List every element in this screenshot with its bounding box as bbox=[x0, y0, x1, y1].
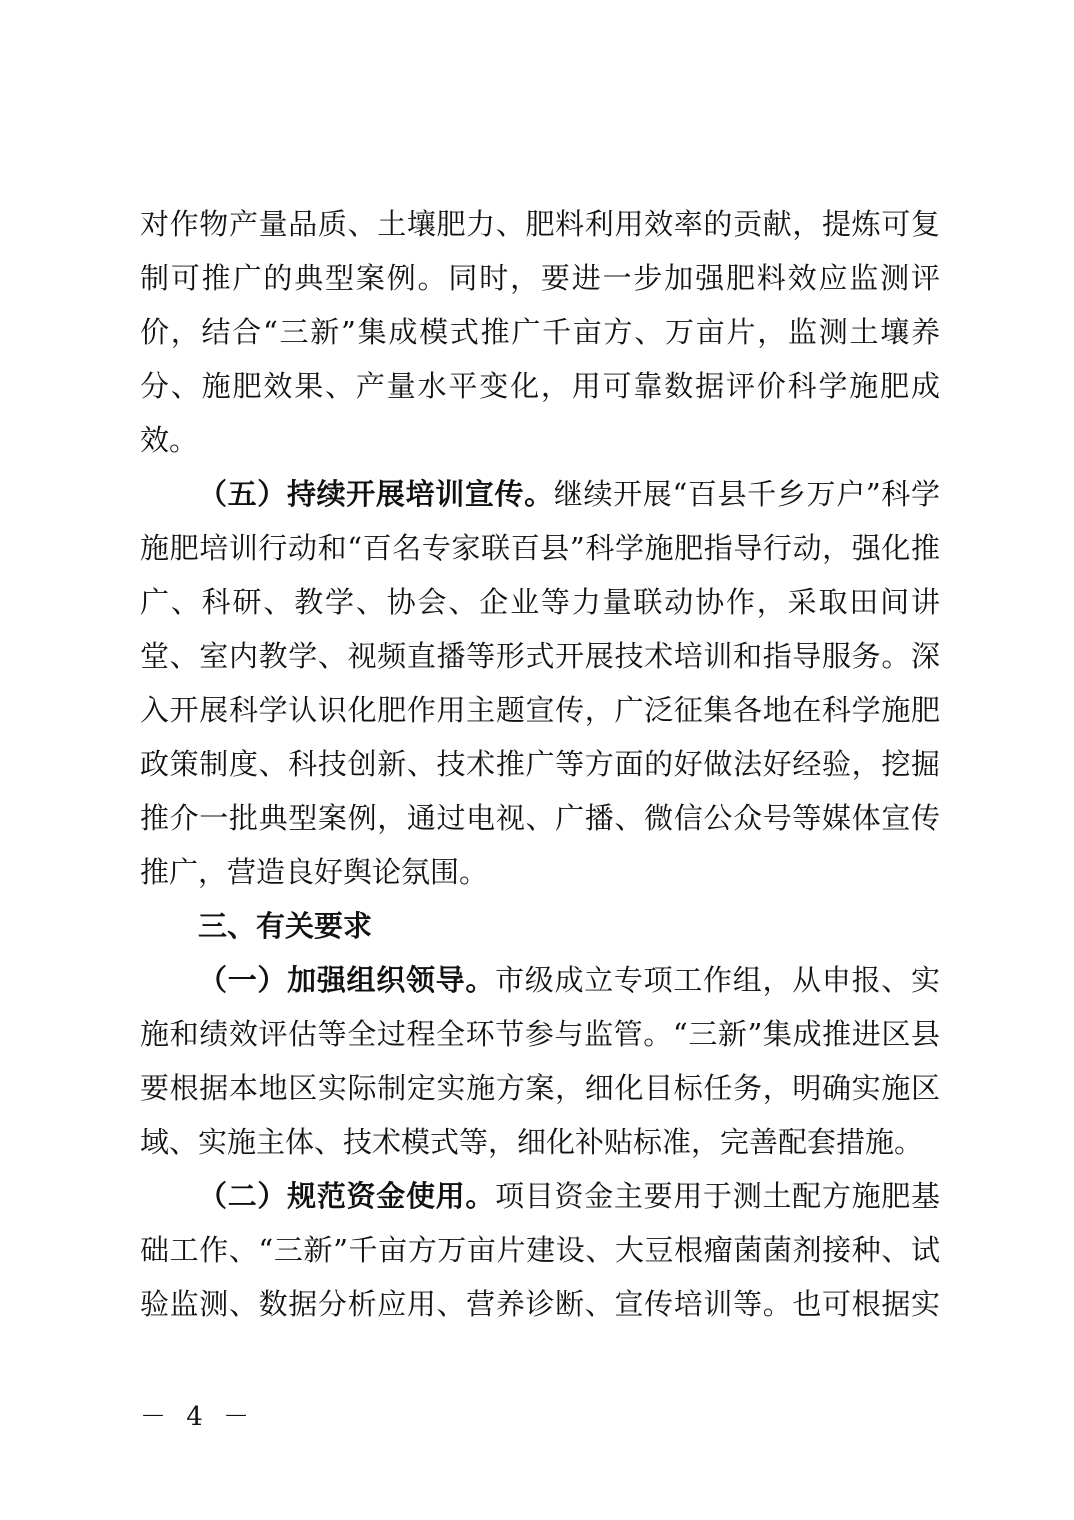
body-line: 域、实施主体、技术模式等，细化补贴标准，完善配套措施。 bbox=[140, 1125, 924, 1159]
body-line: 广、科研、教学、协会、企业等力量联动协作，采取田间讲 bbox=[140, 585, 940, 619]
subsection-one-line: （一）加强组织领导。市级成立专项工作组，从申报、实 bbox=[198, 963, 940, 997]
body-line: 政策制度、科技创新、技术推广等方面的好做法好经验，挖掘 bbox=[140, 747, 940, 781]
body-line: 要根据本地区实际制定实施方案，细化目标任务，明确实施区 bbox=[140, 1071, 940, 1105]
body-line: 效。 bbox=[140, 423, 199, 457]
subsection-two-title: （二）规范资金使用。 bbox=[198, 1179, 496, 1213]
body-line: 础工作、“三新”千亩方万亩片建设、大豆根瘤菌菌剂接种、试 bbox=[140, 1233, 940, 1267]
subsection-two-line: （二）规范资金使用。项目资金主要用于测土配方施肥基 bbox=[198, 1179, 940, 1213]
body-line: 堂、室内教学、视频直播等形式开展技术培训和指导服务。深 bbox=[140, 639, 940, 673]
section-five-title: （五）持续开展培训宣传。 bbox=[198, 477, 554, 511]
section-three-heading: 三、有关要求 bbox=[198, 909, 373, 943]
body-line: 推广，营造良好舆论氛围。 bbox=[140, 855, 489, 889]
page-number: － 4 － bbox=[140, 1402, 256, 1432]
document-body bbox=[140, 197, 940, 1331]
body-line: 验监测、数据分析应用、营养诊断、宣传培训等。也可根据实 bbox=[140, 1287, 940, 1321]
body-line: 施肥培训行动和“百名专家联百县”科学施肥指导行动，强化推 bbox=[140, 531, 940, 565]
subsection-one-title: （一）加强组织领导。 bbox=[198, 963, 496, 997]
section-three-heading-line bbox=[140, 899, 940, 953]
body-line: 施和绩效评估等全过程全环节参与监管。“三新”集成推进区县 bbox=[140, 1017, 940, 1051]
body-line: 对作物产量品质、土壤肥力、肥料利用效率的贡献，提炼可复 bbox=[140, 207, 940, 241]
body-line: 价，结合“三新”集成模式推广千亩方、万亩片，监测土壤养 bbox=[140, 315, 940, 349]
body-line: 推介一批典型案例，通过电视、广播、微信公众号等媒体宣传 bbox=[140, 801, 940, 835]
body-line: 制可推广的典型案例。同时，要进一步加强肥料效应监测评 bbox=[140, 261, 940, 295]
body-line: 分、施肥效果、产量水平变化，用可靠数据评价科学施肥成 bbox=[140, 369, 940, 403]
body-line: 入开展科学认识化肥作用主题宣传，广泛征集各地在科学施肥 bbox=[140, 693, 940, 727]
section-five-line: （五）持续开展培训宣传。继续开展“百县千乡万户”科学 bbox=[198, 477, 940, 511]
